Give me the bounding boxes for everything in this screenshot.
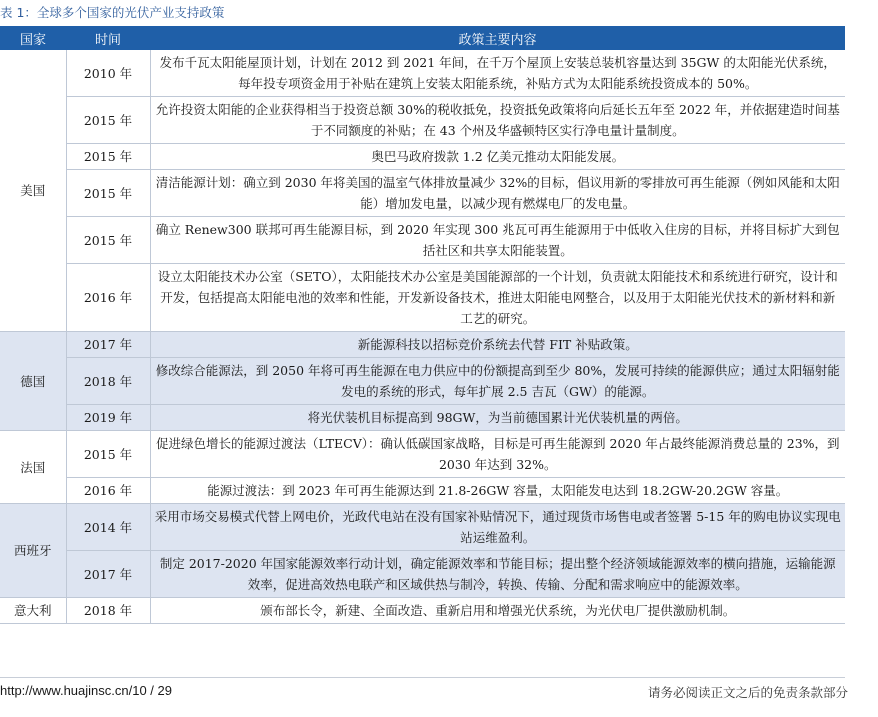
year-cell: 2016 年 — [66, 478, 150, 504]
policy-content-cell: 发布千瓦太阳能屋顶计划，计划在 2012 到 2021 年间，在千万个屋顶上安装总装机容量达到 35GW 的太阳能光伏系统，每年投专项资金用于补贴在建筑上安装太阳能系统，补贴方式为太阳能系统投资成本的 50%。 — [150, 50, 845, 97]
policy-content-cell: 能源过渡法：到 2023 年可再生能源达到 21.8-26GW 容量，太阳能发电达到 18.2GW-20.2GW 容量。 — [150, 478, 845, 504]
year-cell: 2019 年 — [66, 405, 150, 431]
country-cell: 德国 — [0, 332, 66, 431]
year-cell: 2018 年 — [66, 598, 150, 624]
policy-content-cell: 清洁能源计划：确立到 2030 年将美国的温室气体排放量减少 32%的目标，倡议用新的零排放可再生能源（例如风能和太阳能）增加发电量，以减少现有燃煤电厂的发电量。 — [150, 170, 845, 217]
header-country: 国家 — [0, 26, 66, 50]
year-cell: 2015 年 — [66, 170, 150, 217]
policy-content-cell: 制定 2017-2020 年国家能源效率行动计划，确定能源效率和节能目标；提出整个经济领域能源效率的横向措施，运输能源效率，促进高效热电联产和区域供热与制冷，转换、传输、分配和需求响应中的能源效率。 — [150, 551, 845, 598]
table-row — [0, 431, 845, 478]
policy-content-cell: 采用市场交易模式代替上网电价，光政代电站在没有国家补贴情况下，通过现货市场售电或者签署 5-15 年的购电协议实现电站运维盈利。 — [150, 504, 845, 551]
table-row — [0, 332, 845, 358]
footer-url[interactable]: http://www.huajinsc.cn/10 / 29 — [0, 683, 172, 698]
year-cell: 2015 年 — [66, 97, 150, 144]
table-row — [0, 217, 845, 264]
year-cell: 2015 年 — [66, 217, 150, 264]
table-row — [0, 504, 845, 551]
country-cell: 意大利 — [0, 598, 66, 624]
policy-content-cell: 设立太阳能技术办公室（SETO），太阳能技术办公室是美国能源部的一个计划，负责就太阳能技术和系统进行研究，设计和开发，包括提高太阳能电池的效率和性能，开发新设备技术，推进太阳能电网整合，以及用于太阳能光伏技术的新材料和新工艺的研究。 — [150, 264, 845, 332]
policy-content-cell: 将光伏装机目标提高到 98GW，为当前德国累计光伏装机量的两倍。 — [150, 405, 845, 431]
table-row — [0, 170, 845, 217]
year-cell: 2016 年 — [66, 264, 150, 332]
header-time: 时间 — [66, 26, 150, 50]
table-row — [0, 598, 845, 624]
header-content: 政策主要内容 — [150, 26, 845, 50]
policy-content-cell: 允许投资太阳能的企业获得相当于投资总额 30%的税收抵免，投资抵免政策将向后延长五年至 2022 年，并依据建造时间基于不同额度的补贴；在 43 个州及华盛顿特区实行净电量计量制度。 — [150, 97, 845, 144]
year-cell: 2017 年 — [66, 551, 150, 598]
footer-disclaimer: 请务必阅读正文之后的免责条款部分 — [647, 685, 848, 700]
policy-content-cell: 修改综合能源法，到 2050 年将可再生能源在电力供应中的份额提高到至少 80%，发展可持续的能源供应；通过太阳辐射能发电的系统的形式，每年扩展 2.5 吉瓦（GW）的能源。 — [150, 358, 845, 405]
country-cell: 美国 — [0, 50, 66, 332]
year-cell: 2017 年 — [66, 332, 150, 358]
table-row — [0, 551, 845, 598]
table-row — [0, 405, 845, 431]
year-cell: 2015 年 — [66, 144, 150, 170]
table-row — [0, 50, 845, 97]
country-cell: 西班牙 — [0, 504, 66, 598]
table-header-row — [0, 26, 845, 50]
table-row — [0, 478, 845, 504]
table-row — [0, 97, 845, 144]
table-row — [0, 144, 845, 170]
policy-content-cell: 新能源科技以招标竞价系统去代替 FIT 补贴政策。 — [150, 332, 845, 358]
table-row — [0, 264, 845, 332]
policy-content-cell: 奥巴马政府拨款 1.2 亿美元推动太阳能发展。 — [150, 144, 845, 170]
table-row — [0, 358, 845, 405]
policy-table — [0, 26, 845, 624]
country-cell: 法国 — [0, 431, 66, 504]
year-cell: 2014 年 — [66, 504, 150, 551]
year-cell: 2018 年 — [66, 358, 150, 405]
policy-content-cell: 促进绿色增长的能源过渡法（LTECV）：确认低碳国家战略，目标是可再生能源到 2020 年占最终能源消费总量的 23%，到 2030 年达到 32%。 — [150, 431, 845, 478]
year-cell: 2015 年 — [66, 431, 150, 478]
footer-divider — [0, 677, 845, 678]
table-caption: 表 1：全球多个国家的光伏产业支持政策 — [0, 5, 225, 20]
policy-content-cell: 确立 Renew300 联邦可再生能源目标，到 2020 年实现 300 兆瓦可再生能源用于中低收入住房的目标，并将目标扩大到包括社区和共享太阳能装置。 — [150, 217, 845, 264]
year-cell: 2010 年 — [66, 50, 150, 97]
policy-content-cell: 颁布部长令，新建、全面改造、重新启用和增强光伏系统，为光伏电厂提供激励机制。 — [150, 598, 845, 624]
